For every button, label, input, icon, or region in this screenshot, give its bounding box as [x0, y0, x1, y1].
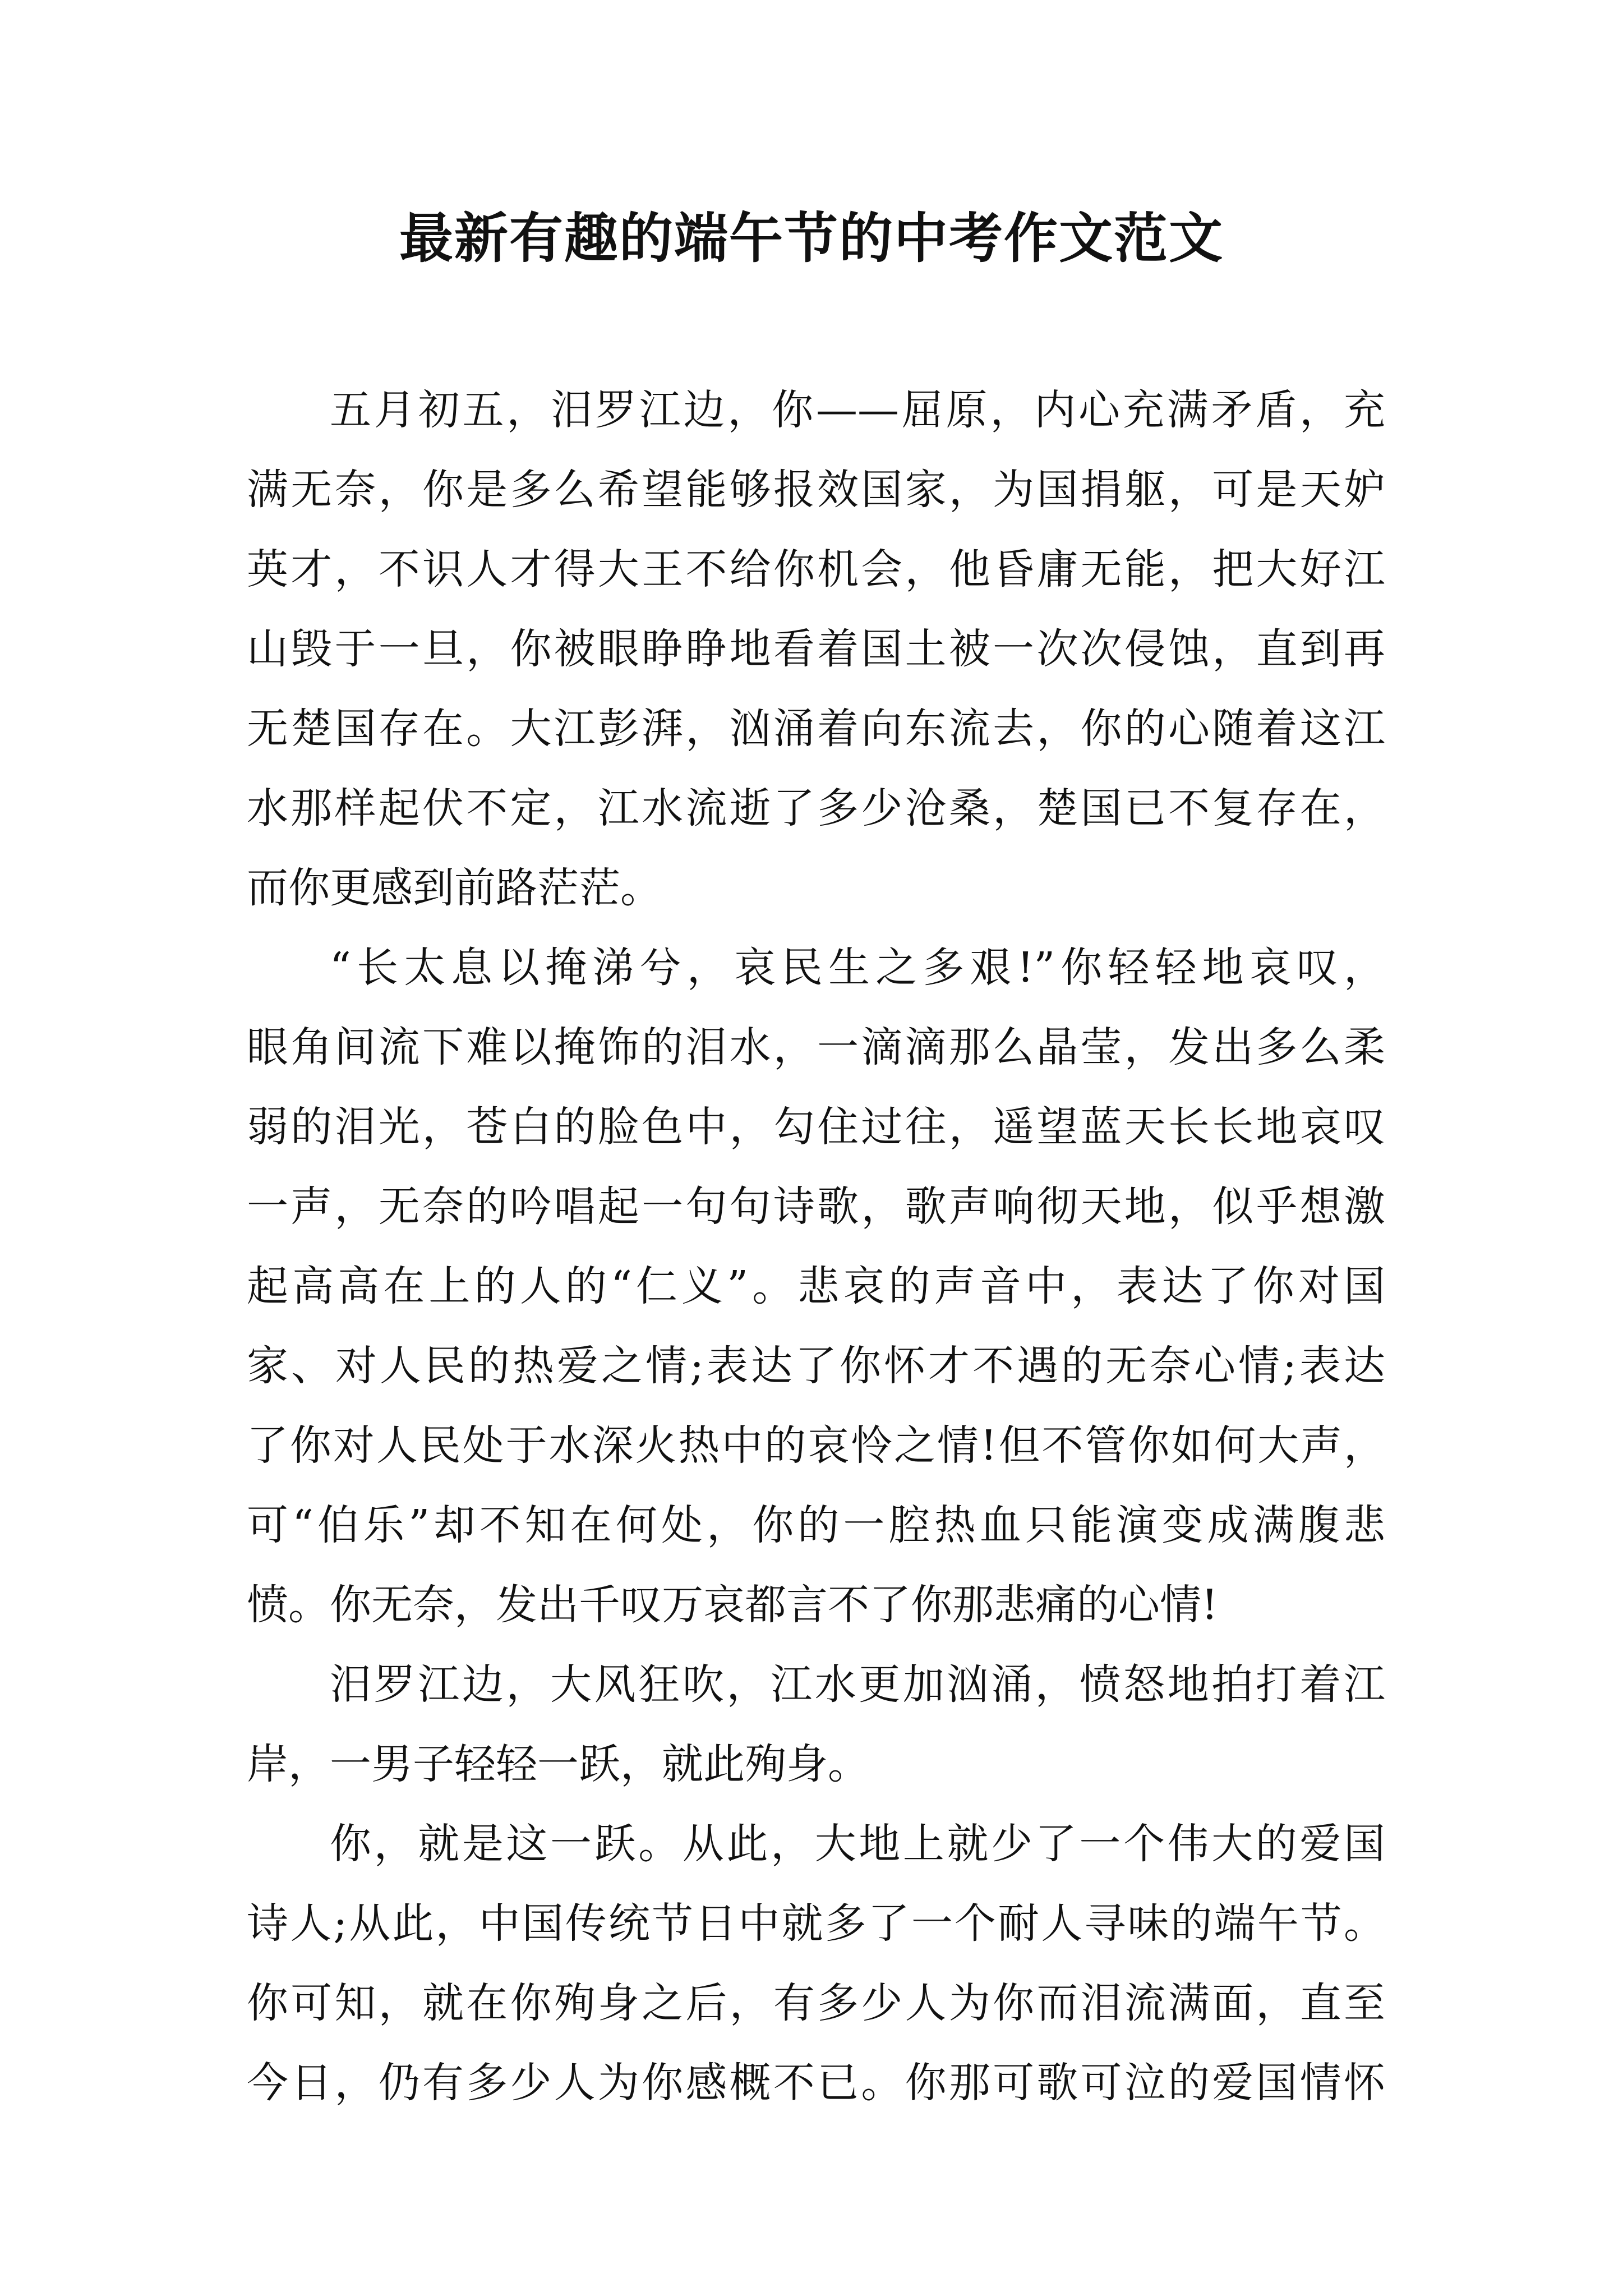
document-body [247, 370, 1385, 2123]
body-line: 可“伯乐”却不知在何处，你的一腔热血只能演变成满腹悲 [247, 1501, 1385, 1549]
body-line: 英才，不识人才得大王不给你机会，他昏庸无能，把大好江 [247, 545, 1385, 593]
body-line: 汨罗江边，大风狂吹，江水更加汹涌，愤怒地拍打着江 [330, 1660, 1385, 1709]
document-title: 最新有趣的端午节的中考作文范文 [399, 207, 1224, 270]
body-line: 你可知，就在你殉身之后，有多少人为你而泪流满面，直至 [247, 1979, 1385, 2027]
body-line: 山毁于一旦，你被眼睁睁地看着国土被一次次侵蚀，直到再 [247, 625, 1385, 673]
body-line: “长太息以掩涕兮，哀民生之多艰!”你轻轻地哀叹， [330, 944, 1385, 992]
body-line: 岸，一男子轻轻一跃，就此殉身。 [247, 1740, 869, 1788]
body-line: 五月初五，汨罗江边，你——屈原，内心充满矛盾，充 [330, 386, 1385, 434]
body-line: 起高高在上的人的“仁义”。悲哀的声音中，表达了你对国 [247, 1262, 1385, 1310]
body-line: 眼角间流下难以掩饰的泪水，一滴滴那么晶莹，发出多么柔 [247, 1023, 1385, 1071]
body-line: 一声，无奈的吟唱起一句句诗歌，歌声响彻天地，似乎想激 [247, 1182, 1385, 1231]
body-line: 家、对人民的热爱之情;表达了你怀才不遇的无奈心情;表达 [247, 1342, 1385, 1390]
body-line: 你，就是这一跃。从此，大地上就少了一个伟大的爱国 [330, 1820, 1385, 1868]
body-line: 而你更感到前路茫茫。 [247, 864, 662, 912]
body-line: 水那样起伏不定，江水流逝了多少沧桑，楚国已不复存在， [247, 784, 1385, 832]
body-line: 无楚国存在。大江彭湃，汹涌着向东流去，你的心随着这江 [247, 705, 1385, 753]
body-line: 今日，仍有多少人为你感概不已。你那可歌可泣的爱国情怀 [247, 2059, 1385, 2107]
body-line: 弱的泪光，苍白的脸色中，勾住过往，遥望蓝天长长地哀叹 [247, 1103, 1385, 1151]
body-line: 愤。你无奈，发出千叹万哀都言不了你那悲痛的心情! [247, 1581, 1218, 1629]
body-line: 了你对人民处于水深火热中的哀怜之情!但不管你如何大声， [247, 1421, 1385, 1470]
body-line: 诗人;从此，中国传统节日中就多了一个耐人寻味的端午节。 [247, 1899, 1385, 1948]
body-line: 满无奈，你是多么希望能够报效国家，为国捐躯，可是天妒 [247, 466, 1385, 514]
